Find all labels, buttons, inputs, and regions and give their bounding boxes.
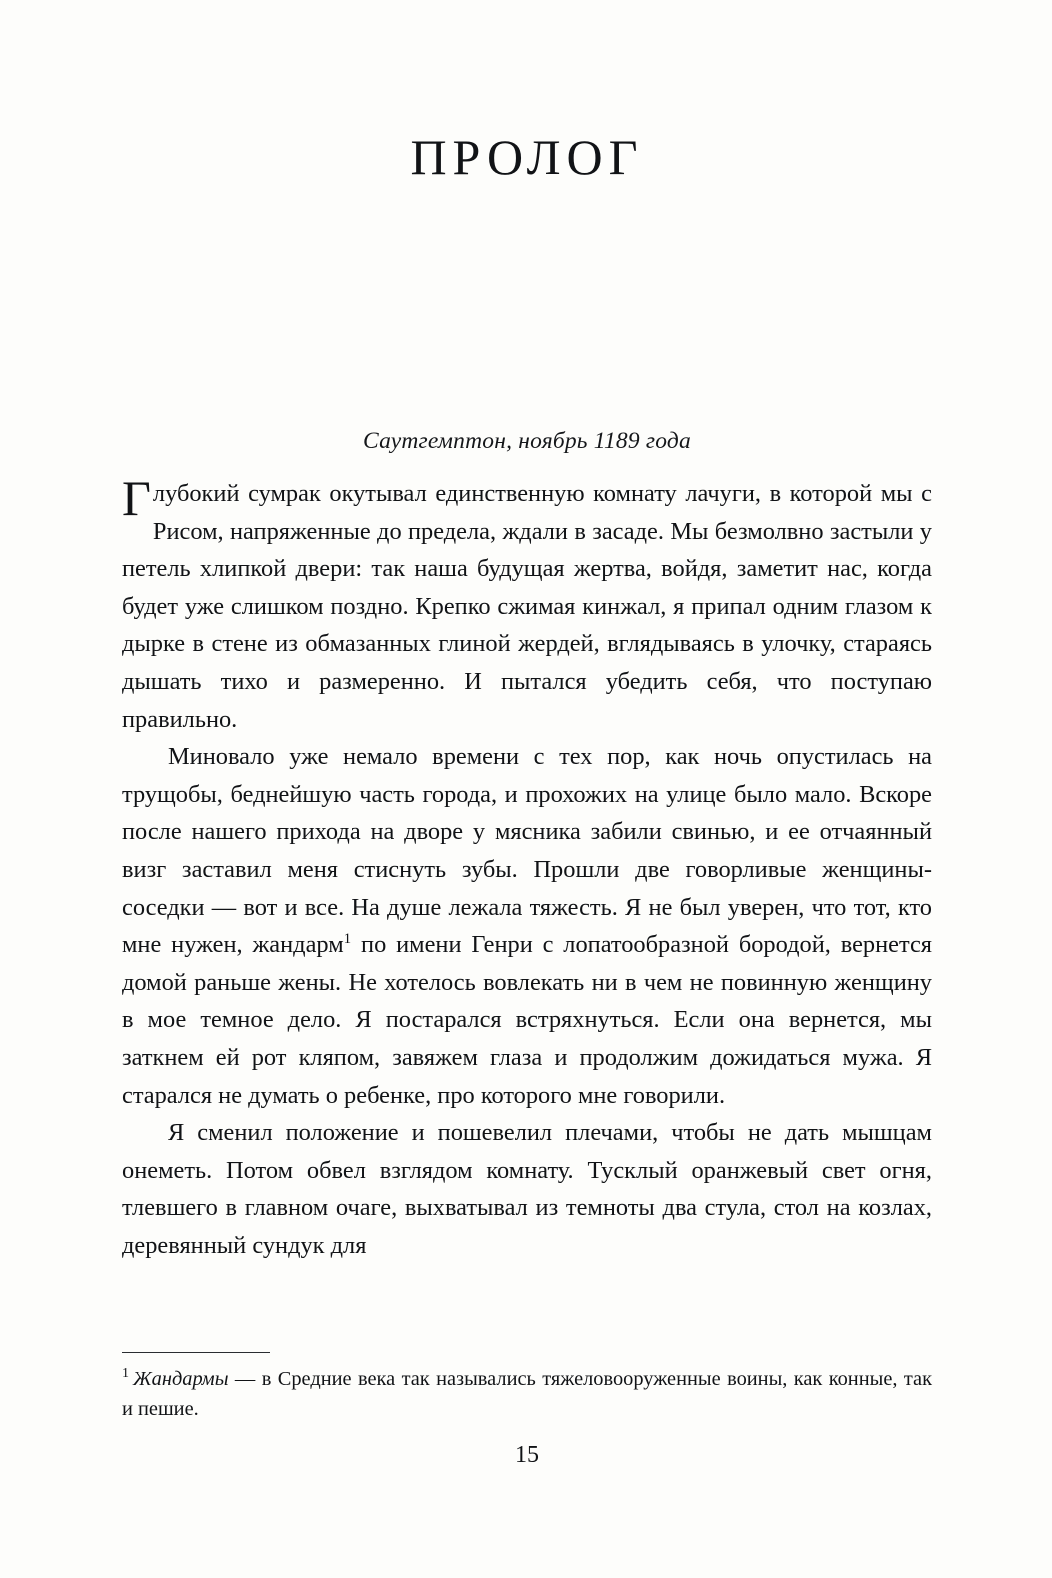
dateline: Саутгемптон, ноябрь 1189 года (363, 428, 691, 454)
page-number: 15 (515, 1442, 539, 1468)
footnote-divider (122, 1352, 270, 1353)
footnote-definition: — в Средние века так назывались тяжеловооруженные воины, как конные, так и пешие. (122, 1368, 932, 1420)
page-content (122, 0, 932, 1578)
footnote-term: Жандармы (133, 1368, 229, 1390)
paragraph-3-text: Я сменил положение и пошевелил плечами, чтобы не дать мышцам онеметь. Потом обвел взглядом комнату. Тусклый оранжевый свет огня, тлевшего в главном очаге, выхватывал из темноты два стула, стол на козлах, деревянный сундук для (122, 1119, 932, 1259)
paragraph-2-text-after-note: по имени Генри с лопатообразной бородой, вернется домой раньше жены. Не хотелось вовлекать ни в чем не повинную женщину в мое темное дело. Я постарался встряхнуться. Если она вернется, мы заткнем ей рот кляпом, завяжем глаза и продолжим дожидаться мужа. Я старался не думать о ребенке, про которого мне говорили. (122, 931, 932, 1109)
chapter-title: ПРОЛОГ (410, 129, 644, 185)
paragraph-1 (122, 470, 932, 738)
body-text (122, 470, 932, 1264)
drop-cap: Г (122, 470, 151, 526)
paragraph-3 (122, 1114, 932, 1264)
footnote-block (122, 1352, 932, 1424)
paragraph-2 (122, 738, 932, 1114)
footnote-marker: 1 (122, 1366, 129, 1382)
paragraph-2-text-before-note: Миновало уже немало времени с тех пор, как ночь опустилась на трущобы, беднейшую часть города, и прохожих на улице было мало. Вскоре после нашего прихода на дворе у мясника забили свинью, и ее отчаянный визг заставил меня стиснуть зубы. Прошли две говорливые женщины-соседки — вот и все. На душе лежала тяжесть. Я не был уверен, что тот, кто мне нужен, жандарм (122, 743, 932, 959)
footnote-reference-1[interactable]: 1 (343, 931, 352, 947)
paragraph-1-text: лубокий сумрак окутывал единственную комнату лачуги, в которой мы с Рисом, напряженные до предела, ждали в засаде. Мы безмолвно застыли у петель хлипкой двери: так наша будущая жертва, войдя, заметит нас, когда будет уже слишком поздно. Крепко сжимая кинжал, я припал одним глазом к дырке в стене из обмазанных глиной жердей, вглядываясь в улочку, стараясь дышать тихо и размеренно. И пытался убедить себя, что поступаю правильно. (122, 480, 932, 733)
footnote-text (122, 1364, 932, 1424)
